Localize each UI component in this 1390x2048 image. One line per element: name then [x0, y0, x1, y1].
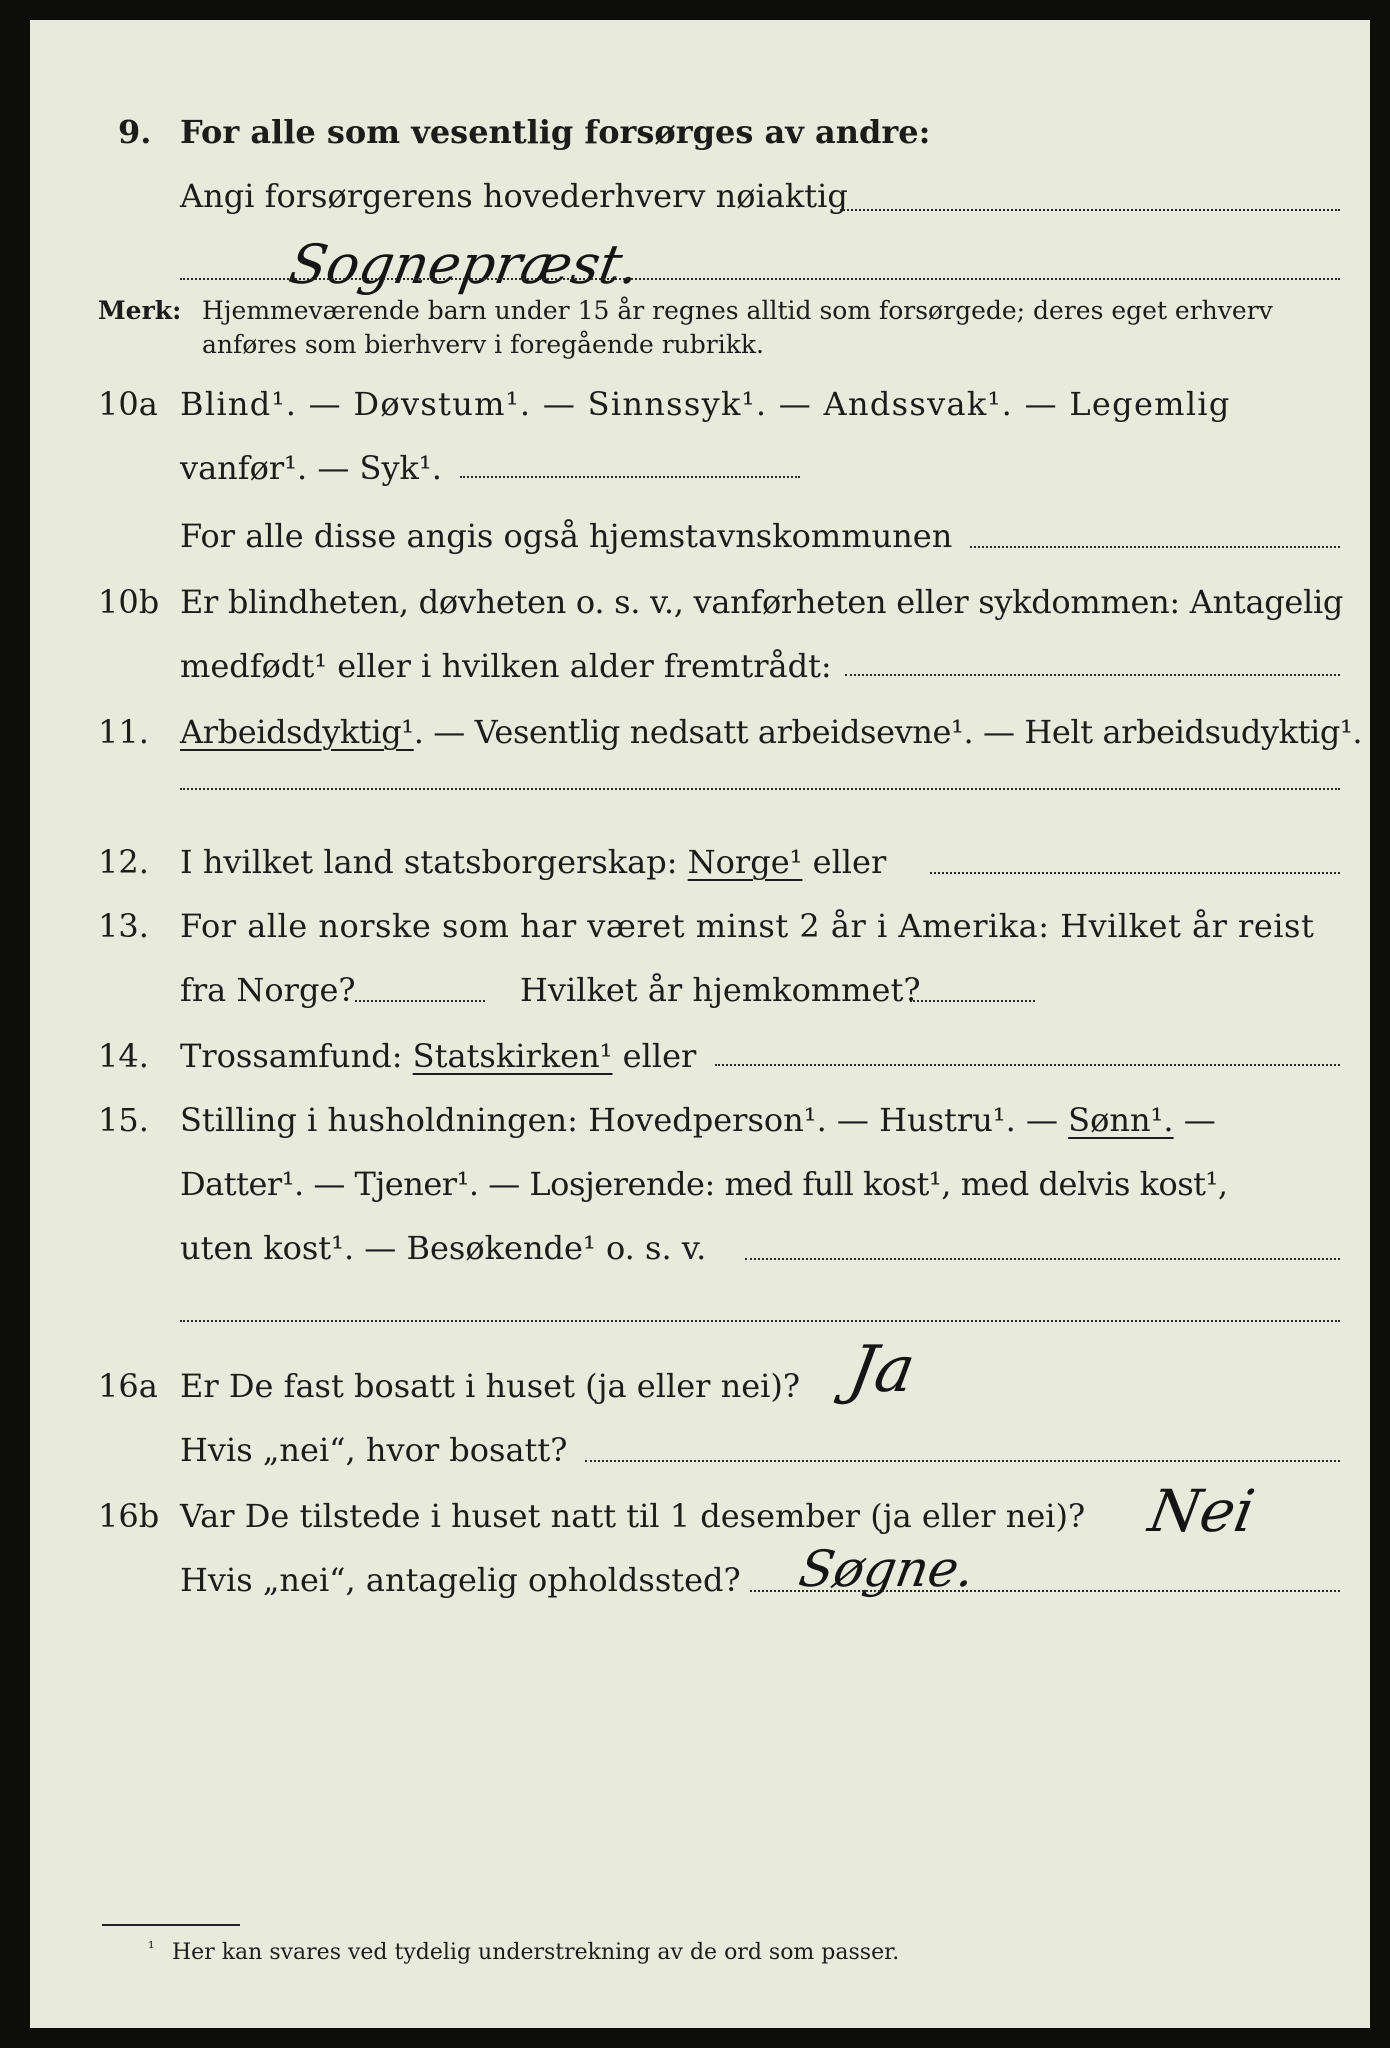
q9-answer-line-2 — [180, 278, 1340, 280]
q16b-number: 16b — [98, 1497, 160, 1535]
q16a-number: 16a — [98, 1367, 158, 1405]
q15-line-1 — [180, 1101, 1216, 1139]
q10a-syk-line — [460, 476, 800, 478]
q13-line-2a: fra Norge? — [180, 971, 356, 1009]
q12-number: 12. — [98, 843, 149, 881]
q16b-answer-line — [750, 1590, 1340, 1592]
q12-option-norge: Norge¹ — [687, 843, 803, 881]
footnote-rule — [102, 1924, 240, 1926]
q14-pre: Trossamfund: — [180, 1037, 403, 1075]
q14-option-statskirken: Statskirken¹ — [412, 1037, 613, 1075]
merk-label: Merk: — [98, 296, 182, 325]
q16a-answer-line — [585, 1460, 1340, 1462]
q11-answer-line — [180, 788, 1340, 790]
q16a-handwritten-answer: Ja — [843, 1333, 921, 1407]
q16b-handwritten-answer-1: Nei — [1144, 1477, 1260, 1545]
q16a-line-2: Hvis „nei“, hvor bosatt? — [180, 1431, 568, 1469]
census-form-page — [30, 20, 1370, 2028]
q10b-line-1: Er blindheten, døvheten o. s. v., vanførheten eller sykdommen: Antagelig — [180, 583, 1344, 621]
q9-answer-line — [840, 209, 1340, 211]
q15-line-1b: — — [1183, 1101, 1216, 1139]
q11-rest: . — Vesentlig nedsatt arbeidsevne¹. — Helt arbeidsudyktig¹. — [413, 713, 1363, 751]
q13-number: 13. — [98, 907, 149, 945]
q15-line-1a: Stilling i husholdningen: Hovedperson¹. — Hustru¹. — — [180, 1101, 1058, 1139]
q13-reist-line — [355, 1000, 485, 1002]
q11-option-arbeidsdyktig: Arbeidsdyktig¹ — [180, 713, 414, 751]
q15-answer-line — [745, 1258, 1340, 1260]
q10a-number: 10a — [98, 385, 158, 423]
footnote-text: Her kan svares ved tydelig understrekning av de ord som passer. — [172, 1940, 900, 1965]
q15-line-3: uten kost¹. — Besøkende¹ o. s. v. — [180, 1229, 707, 1267]
q9-number: 9. — [118, 113, 152, 151]
q14-post: eller — [622, 1037, 697, 1075]
q14-answer-line — [715, 1064, 1340, 1066]
q13-hjemkommet-line — [910, 1000, 1035, 1002]
q12-pre: I hvilket land statsborgerskap: — [180, 843, 678, 881]
q16b-line-1: Var De tilstede i huset natt til 1 desember (ja eller nei)? — [180, 1497, 1086, 1535]
q10b-number: 10b — [98, 583, 160, 621]
q14-line — [180, 1037, 697, 1075]
q16b-line-2: Hvis „nei“, antagelig opholdssted? — [180, 1561, 741, 1599]
q10b-line-2: medfødt¹ eller i hvilken alder fremtrådt: — [180, 647, 832, 685]
q15-option-sonn: Sønn¹. — [1068, 1101, 1174, 1139]
merk-line-1: Hjemmeværende barn under 15 år regnes alltid som forsørgede; deres eget erhverv — [202, 296, 1273, 325]
q11-number: 11. — [98, 713, 149, 751]
merk-line-2: anføres som bierhverv i foregående rubrikk. — [202, 330, 764, 359]
q9-prompt: Angi forsørgerens hovederhverv nøiaktig — [180, 177, 848, 215]
q10a-kommune-line — [970, 546, 1340, 548]
q15-answer-line-2 — [180, 1320, 1340, 1322]
q15-number: 15. — [98, 1101, 149, 1139]
q12-post: eller — [812, 843, 887, 881]
q10a-line-2: vanfør¹. — Syk¹. — [180, 449, 442, 487]
q9-title: For alle som vesentlig forsørges av andre: — [180, 113, 931, 151]
q10a-line-3: For alle disse angis også hjemstavnskommunen — [180, 517, 953, 555]
footnote-mark: ¹ — [148, 1938, 155, 1957]
q16a-line-1: Er De fast bosatt i huset (ja eller nei)? — [180, 1367, 801, 1405]
q14-number: 14. — [98, 1037, 149, 1075]
q10b-answer-line — [845, 674, 1340, 676]
q10a-line-1: Blind¹. — Døvstum¹. — Sinnssyk¹. — Andssvak¹. — Legemlig — [180, 385, 1231, 423]
q13-line-2b: Hvilket år hjemkommet? — [520, 971, 921, 1009]
q16b-handwritten-answer-2: Søgne. — [794, 1540, 980, 1598]
q9-handwritten-answer: Sognepræst. — [284, 233, 645, 296]
q12-answer-line — [930, 872, 1340, 874]
q15-line-2: Datter¹. — Tjener¹. — Losjerende: med full kost¹, med delvis kost¹, — [180, 1165, 1228, 1203]
q13-line-1: For alle norske som har været minst 2 år i Amerika: Hvilket år reist — [180, 907, 1315, 945]
q12-line — [180, 843, 887, 881]
q11-line — [180, 713, 1363, 751]
